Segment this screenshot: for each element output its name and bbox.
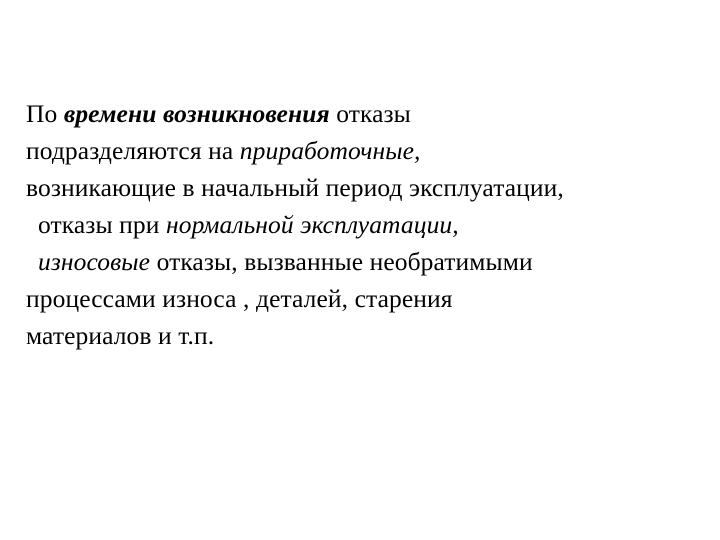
text-run: отказы, вызванные необратимыми [150, 247, 533, 276]
text-run: износовые [38, 247, 151, 276]
text-line [26, 95, 706, 132]
text-line [26, 132, 706, 169]
text-run: отказы при [38, 210, 166, 239]
text-line [26, 280, 706, 317]
text-line [26, 243, 706, 280]
text-run: возникающие в начальный период эксплуатации, [26, 173, 564, 202]
text-line [26, 169, 706, 206]
text-line [26, 206, 706, 243]
text-run: процессами износа , деталей, старения [26, 284, 453, 313]
text-run: приработочные, [239, 136, 421, 165]
body-text-block [26, 95, 706, 354]
text-run: отказы [329, 99, 411, 128]
text-line [26, 317, 706, 354]
text-run: нормальной эксплуатации, [165, 210, 459, 239]
text-run: времени возникновения [63, 99, 330, 128]
text-run: По [26, 99, 64, 128]
text-run: подразделяются на [26, 136, 240, 165]
text-run: материалов и т.п. [26, 321, 215, 350]
